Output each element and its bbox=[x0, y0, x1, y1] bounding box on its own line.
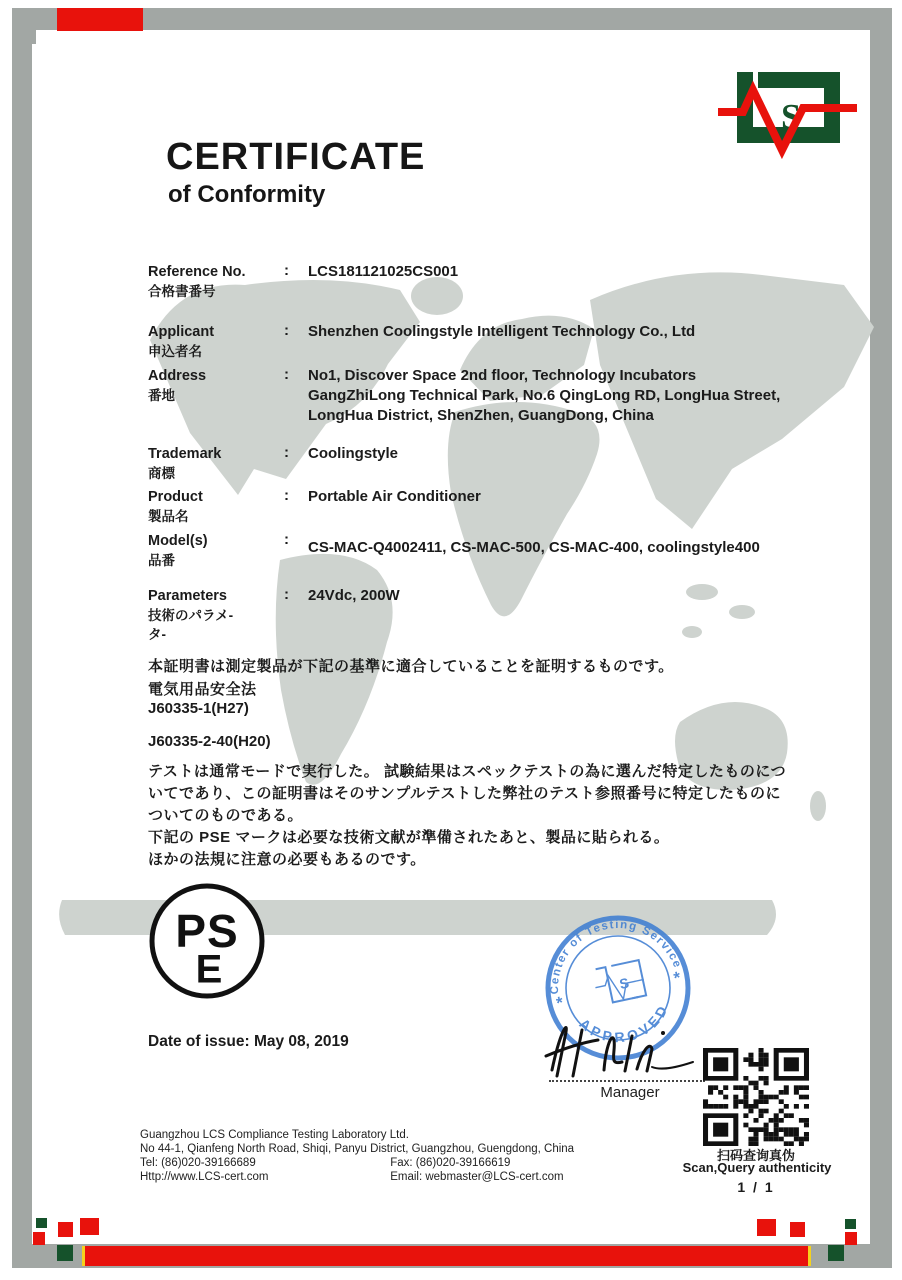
deco-square bbox=[80, 1218, 99, 1235]
field-value: Coolingstyle bbox=[308, 445, 399, 462]
stamp-arc-top-text: Center of Testing Service bbox=[548, 918, 684, 995]
page-number: 1 / 1 bbox=[737, 1179, 775, 1195]
pse-text-e: E bbox=[195, 947, 223, 992]
footer-tel-fax bbox=[140, 1156, 510, 1170]
page-title: CERTIFICATE bbox=[166, 136, 426, 178]
deco-square bbox=[828, 1245, 844, 1261]
field-applicant bbox=[148, 322, 808, 361]
pse-text-ps: PS bbox=[175, 905, 239, 958]
page-subtitle: of Conformity bbox=[168, 181, 326, 208]
footer-tel: Tel: (86)020-39166689 bbox=[140, 1157, 256, 1169]
note-p1-line1: テストは通常モードで実行した。 試験結果はスペックテストの為に選んだ特定したものにつ bbox=[148, 763, 787, 780]
field-value: CS-MAC-Q4002411, CS-MAC-500, CS-MAC-400, coolingstyle400 bbox=[308, 539, 760, 556]
qr-code bbox=[703, 1048, 809, 1146]
field-colon: : bbox=[284, 586, 289, 603]
field-parameters bbox=[148, 586, 808, 644]
field-label-jp: 技術のパラメ- bbox=[148, 608, 234, 623]
qr-caption-en: Scan,Query authenticity bbox=[682, 1160, 832, 1175]
field-label: Address bbox=[148, 368, 207, 384]
statement-line-1: 本証明書は測定製品が下記の基準に適合していることを証明するものです。 bbox=[148, 658, 674, 675]
note-p2: 下記の PSE マークは必要な技術文献が準備されたあと、製品に貼られる。 bbox=[148, 829, 670, 846]
field-label-jp: 商標 bbox=[148, 466, 175, 481]
bottom-red-bar bbox=[85, 1246, 808, 1266]
field-label-jp: 番地 bbox=[148, 388, 175, 403]
deco-square bbox=[33, 1232, 45, 1245]
manager-label: Manager bbox=[600, 1084, 660, 1101]
field-colon: : bbox=[284, 322, 289, 339]
field-colon: : bbox=[284, 444, 289, 461]
stamp-star-left: * bbox=[554, 992, 566, 1013]
field-address bbox=[148, 366, 808, 426]
field-label: Model(s) bbox=[148, 533, 208, 549]
field-label: Reference No. bbox=[148, 264, 246, 280]
pse-mark bbox=[145, 880, 270, 1005]
field-label: Parameters bbox=[148, 588, 227, 604]
field-label: Applicant bbox=[148, 324, 215, 340]
address-line-1: No1, Discover Space 2nd floor, Technology Incubators bbox=[308, 367, 697, 384]
field-label-jp: 申込者名 bbox=[148, 344, 202, 359]
deco-square bbox=[57, 1245, 73, 1261]
field-product bbox=[148, 487, 808, 526]
address-line-2: GangZhiLong Technical Park, No.6 QingLong RD, LongHua Street, bbox=[308, 387, 781, 404]
deco-square bbox=[790, 1222, 805, 1237]
footer-address: No 44-1, Qianfeng North Road, Shiqi, Panyu District, Guangzhou, Guengdong, China bbox=[140, 1143, 575, 1155]
deco-square bbox=[757, 1219, 776, 1236]
signature-dotted-line bbox=[549, 1058, 705, 1082]
note-p1-line3: ついてのものである。 bbox=[148, 807, 304, 824]
svg-text:APPROVED bbox=[574, 998, 677, 1055]
address-line-3: LongHua District, ShenZhen, GuangDong, China bbox=[308, 407, 654, 424]
bottom-yellow-sliver-right bbox=[808, 1246, 811, 1266]
standard-2: J60335-2-40(H20) bbox=[148, 733, 271, 750]
field-colon: : bbox=[284, 262, 289, 279]
stamp-star-right: * bbox=[671, 967, 683, 988]
deco-square bbox=[845, 1232, 857, 1245]
field-value: 24Vdc, 200W bbox=[308, 587, 400, 604]
field-value: Shenzhen Coolingstyle Intelligent Technology Co., Ltd bbox=[308, 323, 696, 340]
standard-1: J60335-1(H27) bbox=[148, 700, 249, 717]
note-p1-line2: いてであり、この証明書はそのサンプルテストした弊社のテスト参照番号に特定したものに bbox=[148, 785, 781, 802]
footer-web-email bbox=[140, 1170, 564, 1184]
field-colon: : bbox=[284, 487, 289, 504]
note-p3: ほかの法規に注意の必要もあるのです。 bbox=[148, 851, 426, 868]
field-label-jp2: タ- bbox=[148, 627, 166, 642]
field-label: Trademark bbox=[148, 446, 222, 462]
field-label-jp: 製品名 bbox=[148, 509, 189, 524]
bottom-yellow-sliver-left bbox=[82, 1246, 85, 1266]
logo-letter-s: S bbox=[780, 96, 802, 137]
field-value: LCS181121025CS001 bbox=[308, 263, 459, 280]
qr-caption-zh: 扫码查询真伪 bbox=[716, 1148, 795, 1163]
field-trademark bbox=[148, 444, 808, 483]
field-label-jp: 合格書番号 bbox=[148, 284, 216, 299]
field-label-jp: 品番 bbox=[148, 553, 175, 568]
footer-web: Http://www.LCS-cert.com bbox=[140, 1171, 269, 1183]
field-reference bbox=[148, 262, 808, 301]
stamp-arc-bottom-text: APPROVED bbox=[576, 1000, 673, 1046]
field-models bbox=[148, 531, 808, 570]
deco-square bbox=[36, 1218, 47, 1228]
lcs-logo bbox=[700, 60, 870, 170]
stamp-center-letter: S bbox=[617, 974, 631, 993]
deco-square bbox=[845, 1219, 856, 1229]
field-value bbox=[308, 366, 808, 426]
statement-line-2: 電気用品安全法 bbox=[148, 681, 257, 698]
date-of-issue: Date of issue: May 08, 2019 bbox=[148, 1033, 349, 1050]
footer-email: Email: webmaster@LCS-cert.com bbox=[390, 1171, 564, 1183]
field-value: Portable Air Conditioner bbox=[308, 488, 481, 505]
footer-fax: Fax: (86)020-39166619 bbox=[390, 1157, 511, 1169]
footer-company: Guangzhou LCS Compliance Testing Laboratory Ltd. bbox=[140, 1129, 409, 1141]
deco-square bbox=[58, 1222, 73, 1237]
field-colon: : bbox=[284, 531, 289, 548]
field-label: Product bbox=[148, 489, 203, 505]
field-colon: : bbox=[284, 366, 289, 383]
